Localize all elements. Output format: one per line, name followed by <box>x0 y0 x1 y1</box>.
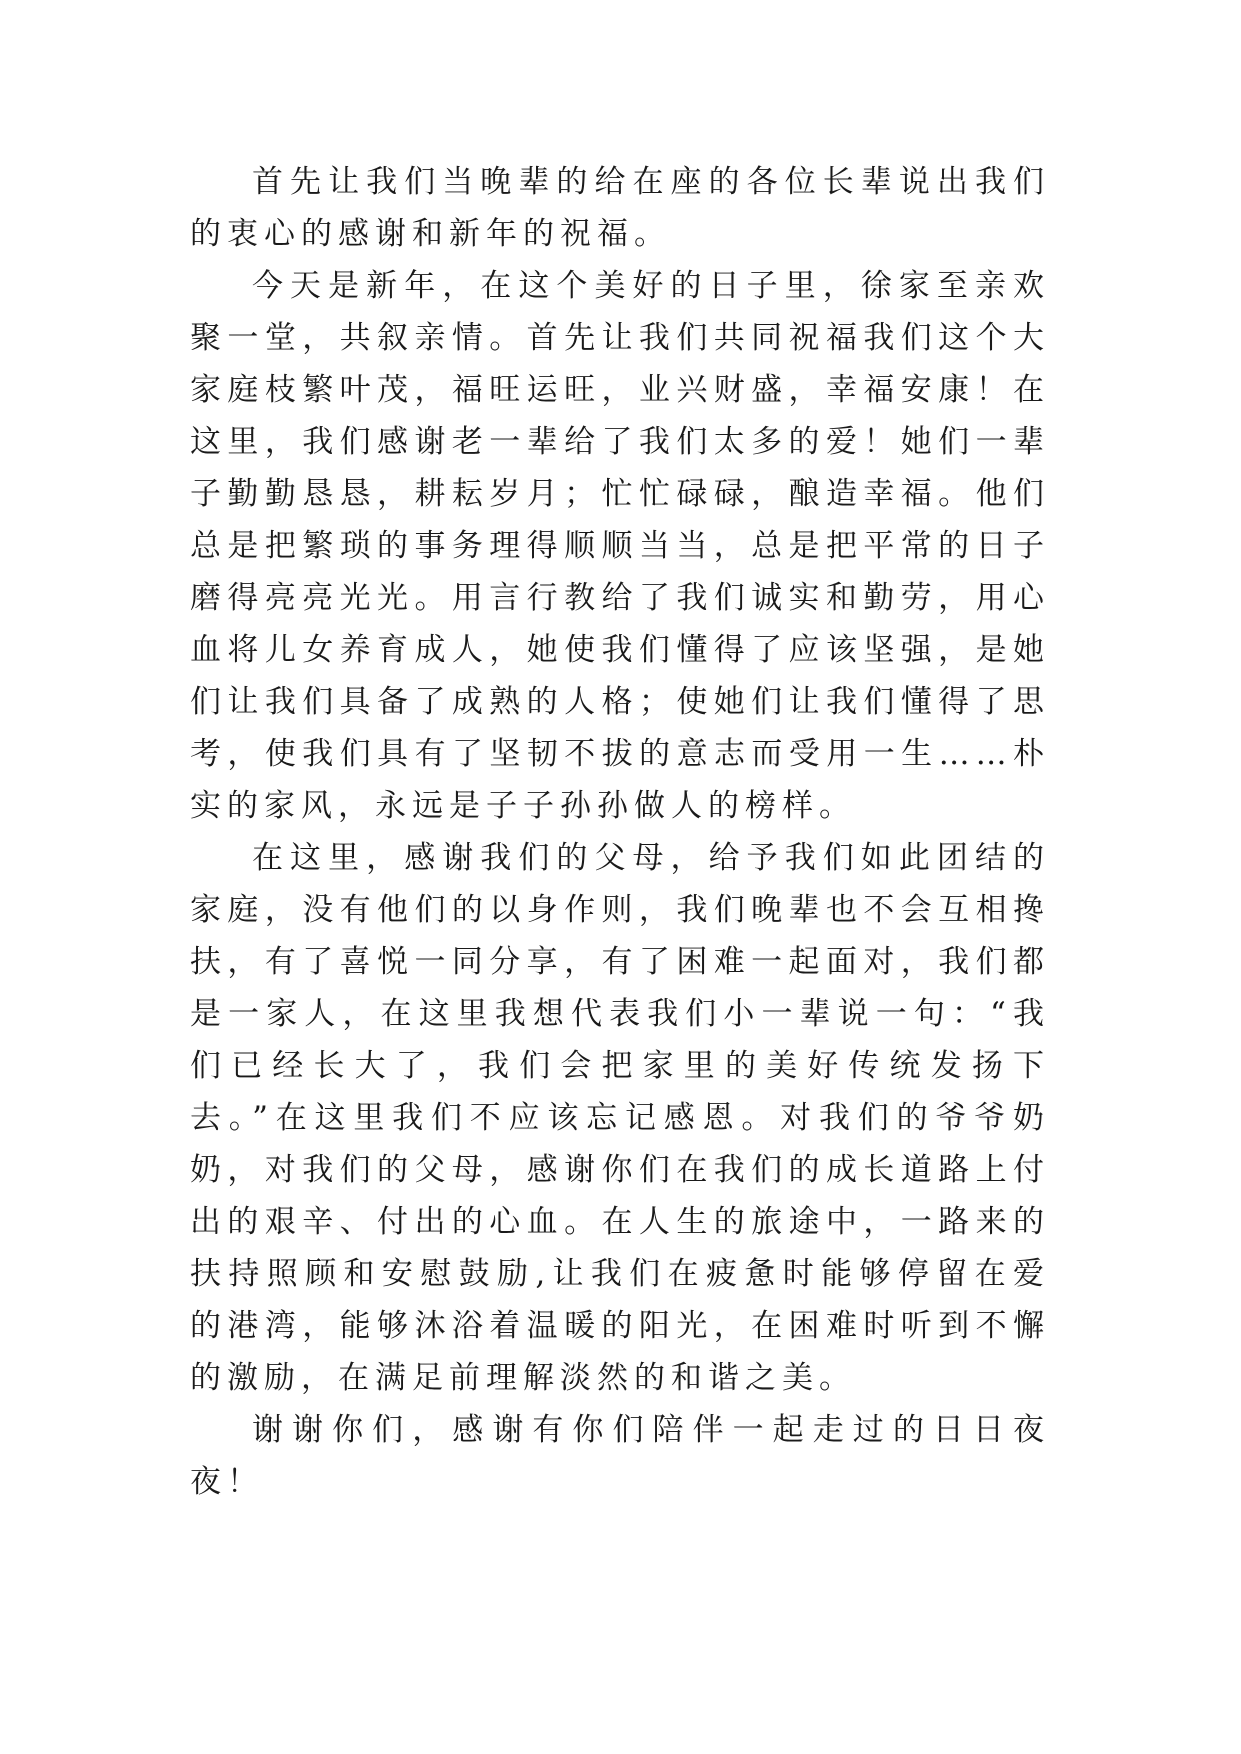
paragraph-4: 谢谢你们，感谢有你们陪伴一起走过的日日夜夜！ <box>190 1412 1050 1500</box>
paragraph-2: 今天是新年，在这个美好的日子里，徐家至亲欢聚一堂，共叙亲情。首先让我们共同祝福我们这个大家庭枝繁叶茂，福旺运旺，业兴财盛，幸福安康！在这里，我们感谢老一辈给了我们太多的爱！她们一辈子勤勤恳恳，耕耘岁月；忙忙碌碌，酿造幸福。他们总是把繁琐的事务理得顺顺当当，总是把平常的日子磨得亮亮光光。用言行教给了我们诚实和勤劳，用心血将儿女养育成人，她使我们懂得了应该坚强，是她们让我们具备了成熟的人格；使她们让我们懂得了思考，使我们具有了坚韧不拔的意志而受用一生……朴实的家风，永远是子子孙孙做人的榜样。 <box>190 268 1050 824</box>
document-body <box>190 156 1050 1508</box>
paragraph-3: 在这里，感谢我们的父母，给予我们如此团结的家庭，没有他们的以身作则，我们晚辈也不会互相搀扶，有了喜悦一同分享，有了困难一起面对，我们都是一家人，在这里我想代表我们小一辈说一句：“我们已经长大了，我们会把家里的美好传统发扬下去。”在这里我们不应该忘记感恩。对我们的爷爷奶奶，对我们的父母，感谢你们在我们的成长道路上付出的艰辛、付出的心血。在人生的旅途中，一路来的扶持照顾和安慰鼓励,让我们在疲惫时能够停留在爱的港湾，能够沐浴着温暖的阳光，在困难时听到不懈的激励，在满足前理解淡然的和谐之美。 <box>190 840 1050 1396</box>
paragraph-1: 首先让我们当晚辈的给在座的各位长辈说出我们的衷心的感谢和新年的祝福。 <box>190 164 1050 252</box>
